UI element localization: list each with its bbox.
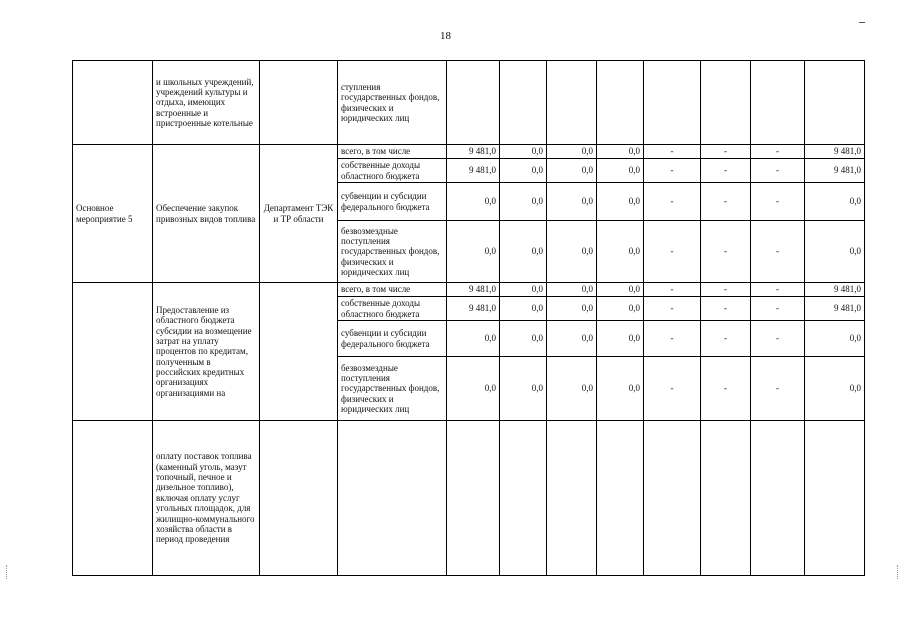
cell-empty — [500, 421, 547, 576]
source-cell: субвенции и субсидии федерального бюджета — [338, 321, 447, 357]
cell-empty — [547, 61, 597, 145]
value-cell: 9 481,0 — [805, 145, 865, 159]
table-row — [73, 283, 865, 297]
cell-empty — [644, 421, 701, 576]
table-row — [73, 421, 865, 576]
cell-empty — [260, 421, 338, 576]
value-cell: 9 481,0 — [447, 145, 500, 159]
value-cell: - — [701, 221, 751, 283]
value-cell: - — [701, 297, 751, 321]
corner-mark — [859, 22, 865, 23]
value-cell: 0,0 — [805, 321, 865, 357]
value-cell: 0,0 — [805, 221, 865, 283]
value-cell: 0,0 — [500, 283, 547, 297]
value-cell: 0,0 — [547, 145, 597, 159]
cell-empty — [805, 61, 865, 145]
value-cell: 0,0 — [597, 159, 644, 183]
value-cell: 9 481,0 — [447, 159, 500, 183]
value-cell: 0,0 — [500, 357, 547, 421]
value-cell: - — [701, 183, 751, 221]
value-cell: - — [644, 145, 701, 159]
value-cell: 0,0 — [805, 183, 865, 221]
value-cell: 0,0 — [547, 221, 597, 283]
cell-empty — [701, 61, 751, 145]
value-cell: 0,0 — [597, 357, 644, 421]
source-cell: собственные доходы областного бюджета — [338, 297, 447, 321]
cell-empty — [751, 421, 805, 576]
value-cell: - — [751, 183, 805, 221]
table-row — [73, 145, 865, 159]
cell-empty — [447, 421, 500, 576]
value-cell: 0,0 — [597, 321, 644, 357]
value-cell: - — [644, 183, 701, 221]
value-cell: 0,0 — [597, 221, 644, 283]
cell-empty — [73, 421, 153, 576]
executor-cell: Департамент ТЭК и ТР области — [260, 145, 338, 283]
value-cell: - — [701, 145, 751, 159]
cell-empty — [447, 61, 500, 145]
value-cell: - — [701, 357, 751, 421]
cell-empty — [260, 61, 338, 145]
budget-table — [72, 60, 865, 576]
value-cell: - — [751, 221, 805, 283]
source-cell: ступления государственных фондов, физических и юридических лиц — [338, 61, 447, 145]
right-edge-mark — [897, 565, 899, 579]
value-cell: - — [644, 297, 701, 321]
value-cell: - — [751, 357, 805, 421]
value-cell: 0,0 — [447, 357, 500, 421]
source-cell: собственные доходы областного бюджета — [338, 159, 447, 183]
measure-name-cell: оплату поставок топлива (каменный уголь, мазут топочный, печное и дизельное топливо), включая оплату услуг угольных площадок, для жилищно-коммунального хозяйства области в период проведения — [153, 421, 260, 576]
value-cell: - — [644, 221, 701, 283]
table-row — [73, 61, 865, 145]
value-cell: 0,0 — [500, 183, 547, 221]
cell-empty — [73, 61, 153, 145]
value-cell: 0,0 — [547, 159, 597, 183]
value-cell: 0,0 — [447, 321, 500, 357]
value-cell: 0,0 — [500, 159, 547, 183]
cell-empty — [260, 283, 338, 421]
measure-name-cell: Обеспечение закупок привозных видов топлива — [153, 145, 260, 283]
cell-empty — [805, 421, 865, 576]
value-cell: - — [701, 159, 751, 183]
source-cell: всего, в том числе — [338, 283, 447, 297]
cell-empty — [597, 421, 644, 576]
left-edge-mark — [6, 565, 8, 579]
value-cell: - — [751, 159, 805, 183]
value-cell: - — [751, 297, 805, 321]
source-cell: безвозмездные поступления государственных фондов, физических и юридических лиц — [338, 221, 447, 283]
value-cell: 0,0 — [597, 183, 644, 221]
value-cell: - — [751, 145, 805, 159]
value-cell: - — [751, 321, 805, 357]
value-cell: 0,0 — [547, 357, 597, 421]
value-cell: 0,0 — [447, 183, 500, 221]
cell-empty — [547, 421, 597, 576]
value-cell: - — [644, 159, 701, 183]
value-cell: 0,0 — [805, 357, 865, 421]
value-cell: 0,0 — [500, 145, 547, 159]
source-cell: безвозмездные поступления государственных фондов, физических и юридических лиц — [338, 357, 447, 421]
cell-empty — [597, 61, 644, 145]
value-cell: 0,0 — [447, 221, 500, 283]
value-cell: - — [701, 283, 751, 297]
source-cell: всего, в том числе — [338, 145, 447, 159]
value-cell: 0,0 — [500, 297, 547, 321]
value-cell: 0,0 — [547, 297, 597, 321]
cell-empty — [73, 283, 153, 421]
value-cell: 9 481,0 — [805, 297, 865, 321]
value-cell: - — [644, 283, 701, 297]
value-cell: - — [701, 321, 751, 357]
value-cell: 0,0 — [547, 183, 597, 221]
value-cell: - — [644, 357, 701, 421]
value-cell: 0,0 — [500, 221, 547, 283]
value-cell: 0,0 — [547, 283, 597, 297]
measure-name-cell: и школьных учреждений, учреждений культуры и отдыха, имеющих встроенные и пристроенные котельные — [153, 61, 260, 145]
value-cell: 9 481,0 — [805, 159, 865, 183]
value-cell: 0,0 — [547, 321, 597, 357]
value-cell: 0,0 — [597, 283, 644, 297]
cell-empty — [644, 61, 701, 145]
value-cell: - — [751, 283, 805, 297]
cell-empty — [338, 421, 447, 576]
value-cell: 0,0 — [597, 297, 644, 321]
value-cell: 0,0 — [500, 321, 547, 357]
source-cell: субвенции и субсидии федерального бюджета — [338, 183, 447, 221]
cell-empty — [751, 61, 805, 145]
measure-name-cell: Предоставление из областного бюджета субсидии на возмещение затрат на уплату процентов по кредитам, полученным в российских кредитных организациях организациями на — [153, 283, 260, 421]
value-cell: - — [644, 321, 701, 357]
value-cell: 0,0 — [597, 145, 644, 159]
value-cell: 9 481,0 — [805, 283, 865, 297]
value-cell: 9 481,0 — [447, 283, 500, 297]
value-cell: 9 481,0 — [447, 297, 500, 321]
cell-empty — [701, 421, 751, 576]
cell-empty — [500, 61, 547, 145]
measure-code-cell: Основное мероприятие 5 — [73, 145, 153, 283]
page-number: 18 — [440, 30, 451, 42]
